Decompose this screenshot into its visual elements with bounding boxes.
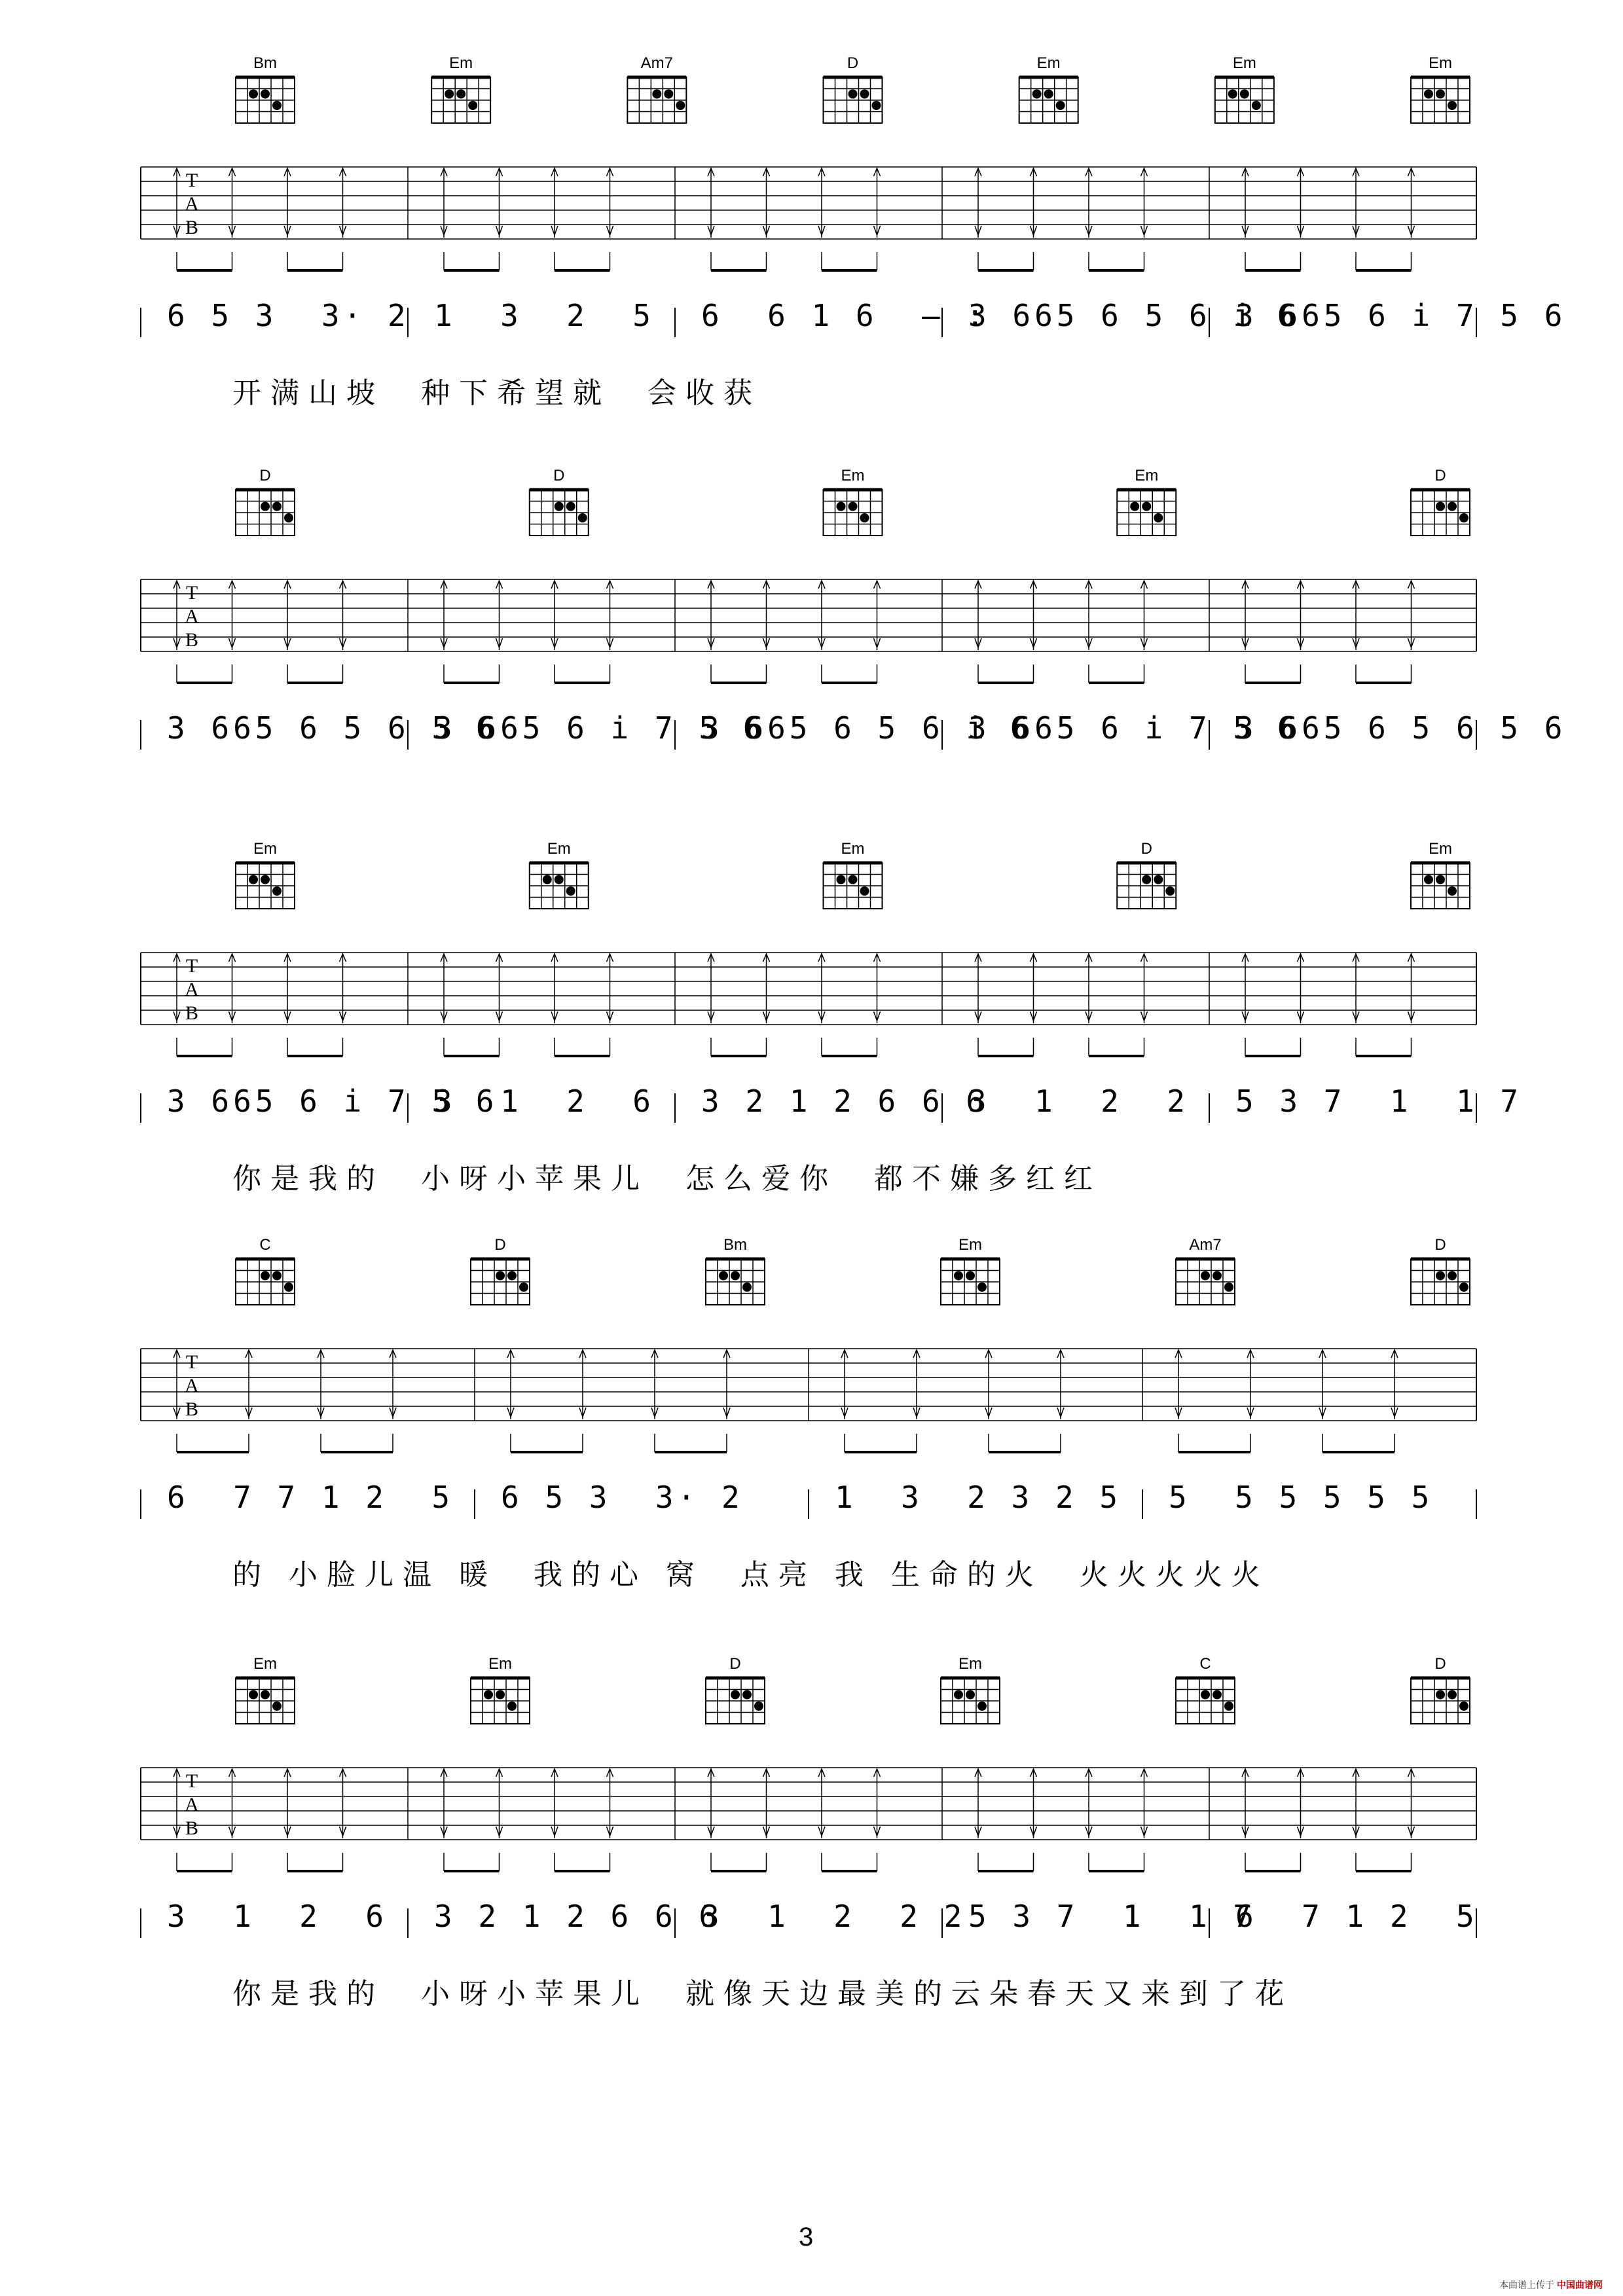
jianpu-bar: 6 6 1 6 — :	[701, 298, 989, 333]
tab-clef-letter: A	[185, 1375, 199, 1396]
jianpu-bar: 3 665 6 5 6 i 6	[701, 710, 1032, 746]
jianpu-bar: 3 1 2 2 2	[701, 1899, 966, 1934]
notation-system	[0, 54, 1623, 426]
tab-clef-letter: B	[185, 1817, 199, 1839]
chord-diagram-d	[1411, 1655, 1470, 1724]
chord-name: D	[1434, 1236, 1446, 1254]
chord-diagram-em	[431, 54, 490, 123]
notation-system	[0, 840, 1623, 1211]
chord-diagram-d	[1411, 1236, 1470, 1305]
notation-system	[0, 1236, 1623, 1607]
jianpu-bar: 3 2 1 2 6 6 6	[701, 1084, 989, 1119]
jianpu-bar: 6 7 1 2 5	[1235, 1899, 1478, 1934]
jianpu-bar: 5 3 7 1 1 7	[968, 1899, 1256, 1934]
jianpu-bar: 3 1 2 6	[167, 1899, 388, 1934]
chord-diagram-em	[824, 840, 883, 909]
jianpu-row	[0, 1480, 1623, 1532]
tab-staff	[141, 579, 1476, 683]
chord-diagram-em	[1117, 467, 1176, 536]
jianpu-bar: 5 3 7 1 1 7	[1235, 1084, 1523, 1119]
chord-name: Em	[1429, 840, 1452, 858]
footer-site-logo: 中国曲谱网	[1556, 2280, 1603, 2290]
chord-name: Em	[841, 467, 865, 484]
tab-clef-letter: B	[185, 629, 199, 651]
chord-name: C	[259, 1236, 271, 1254]
chord-diagram-em	[1215, 54, 1274, 123]
jianpu-row	[0, 298, 1623, 350]
tab-clef-letter: A	[185, 606, 199, 627]
chord-name: Em	[958, 1236, 982, 1254]
chord-name: D	[1434, 1655, 1446, 1673]
chord-name: D	[1434, 467, 1446, 484]
jianpu-bar: 3 665 6 i 7 5 6	[968, 710, 1300, 746]
jianpu-bar: 6 7 7 1 2 5	[167, 1480, 454, 1515]
jianpu-bar: 3 2 1 2 6 6 6	[434, 1899, 721, 1934]
chord-diagram-em	[236, 840, 295, 909]
tab-staff	[141, 1349, 1476, 1452]
chord-diagram-d	[530, 467, 589, 536]
chord-name: D	[729, 1655, 741, 1673]
tab-clef-letter: A	[185, 979, 199, 1000]
tab-clef-letter: T	[185, 582, 198, 604]
footer-uploader: 本曲谱上传于	[1499, 2280, 1554, 2290]
chord-name: Bm	[253, 54, 277, 72]
chord-name: Em	[449, 54, 473, 72]
jianpu-bar: 3 1 2 6	[434, 1084, 655, 1119]
chord-diagram-d	[236, 467, 295, 536]
tab-clef-letter: B	[185, 1002, 199, 1024]
footer-credit	[1499, 2278, 1603, 2291]
tab-clef-letter: B	[185, 217, 199, 238]
chord-diagram-em	[1411, 840, 1470, 909]
tab-clef-letter: A	[185, 1794, 199, 1815]
jianpu-bar: 5 5 5 5 5 5	[1169, 1480, 1434, 1515]
page-number: 3	[799, 2223, 814, 2251]
tab-staff	[141, 1768, 1476, 1871]
chord-diagram-em	[1411, 54, 1470, 123]
jianpu-bar: 3 665 6 5 6 i 6	[968, 298, 1300, 333]
jianpu-bar: 3 665 6 5 6 5 6	[1235, 710, 1567, 746]
chord-diagram-c	[1176, 1655, 1235, 1724]
chord-name: Em	[958, 1655, 982, 1673]
chord-diagram-bm	[706, 1236, 765, 1305]
notation-system	[0, 467, 1623, 838]
chord-name: Em	[547, 840, 571, 858]
tab-staff	[141, 167, 1476, 270]
lyric-line: 的 小脸儿温 暖 我的心 窝 点亮 我 生命的火 火火火火火	[232, 1558, 1269, 1592]
jianpu-row	[0, 1899, 1623, 1951]
chord-name: Em	[1429, 54, 1452, 72]
chord-diagram-em	[236, 1655, 295, 1724]
tab-staff	[141, 953, 1476, 1056]
jianpu-row	[0, 1084, 1623, 1136]
chord-diagram-em	[941, 1655, 1000, 1724]
chord-name: Em	[841, 840, 865, 858]
chord-diagram-d	[471, 1236, 530, 1305]
tab-clef-letter: B	[185, 1398, 199, 1420]
jianpu-row	[0, 710, 1623, 763]
chord-diagram-d	[1411, 467, 1470, 536]
chord-name: Am7	[1189, 1236, 1222, 1254]
chord-diagram-bm	[236, 54, 295, 123]
chord-name: D	[1140, 840, 1152, 858]
chord-name: Em	[1135, 467, 1159, 484]
chord-name: C	[1199, 1655, 1211, 1673]
tab-clef-letter: T	[185, 1770, 198, 1792]
chord-diagram-em	[1019, 54, 1078, 123]
chord-name: Em	[253, 840, 277, 858]
jianpu-bar: 6 5 3 3· 2	[501, 1480, 744, 1515]
chord-diagram-c	[236, 1236, 295, 1305]
jianpu-bar: 3 1 2 2	[968, 1084, 1189, 1119]
jianpu-bar: 1 3 2 3 2 5	[835, 1480, 1122, 1515]
chord-name: Am7	[640, 54, 674, 72]
jianpu-bar: 3 665 6 i 7 5 6	[1235, 298, 1567, 333]
jianpu-bar: 3 665 6 i 7 5 6	[167, 1084, 498, 1119]
chord-diagram-em	[530, 840, 589, 909]
chord-diagram-am7	[1176, 1236, 1235, 1305]
tab-clef-letter: T	[185, 170, 198, 191]
lyric-line: 你是我的 小呀小苹果儿 就像天边最美的云朵春天又来到了花	[232, 1977, 1293, 2011]
chord-name: D	[847, 54, 859, 72]
chord-diagram-am7	[627, 54, 686, 123]
lyric-line: 你是我的 小呀小苹果儿 怎么爱你 都不嫌多红红	[232, 1162, 1102, 1195]
jianpu-bar: 3 665 6 i 7 5 6	[434, 710, 765, 746]
chord-name: D	[494, 1236, 506, 1254]
chord-name: Bm	[723, 1236, 747, 1254]
chord-name: Em	[1036, 54, 1061, 72]
chord-name: Em	[1232, 54, 1256, 72]
jianpu-bar: 1 3 2 5	[434, 298, 655, 333]
chord-diagram-d	[1117, 840, 1176, 909]
jianpu-bar: 6 5 3 3· 2	[167, 298, 410, 333]
tab-clef-letter: T	[185, 955, 198, 977]
chord-diagram-em	[471, 1655, 530, 1724]
chord-name: D	[553, 467, 565, 484]
tab-system-graphic	[0, 467, 1623, 838]
chord-diagram-d	[706, 1655, 765, 1724]
tab-clef-letter: A	[185, 193, 199, 215]
chord-name: D	[259, 467, 271, 484]
jianpu-bar: 3 665 6 5 6 5 6	[167, 710, 498, 746]
chord-diagram-d	[824, 54, 883, 123]
notation-system	[0, 1655, 1623, 2026]
chord-diagram-em	[824, 467, 883, 536]
chord-name: Em	[253, 1655, 277, 1673]
chord-diagram-em	[941, 1236, 1000, 1305]
tab-clef-letter: T	[185, 1351, 198, 1373]
chord-name: Em	[488, 1655, 512, 1673]
lyric-line: 开满山坡 种下希望就 会收获	[232, 376, 761, 410]
